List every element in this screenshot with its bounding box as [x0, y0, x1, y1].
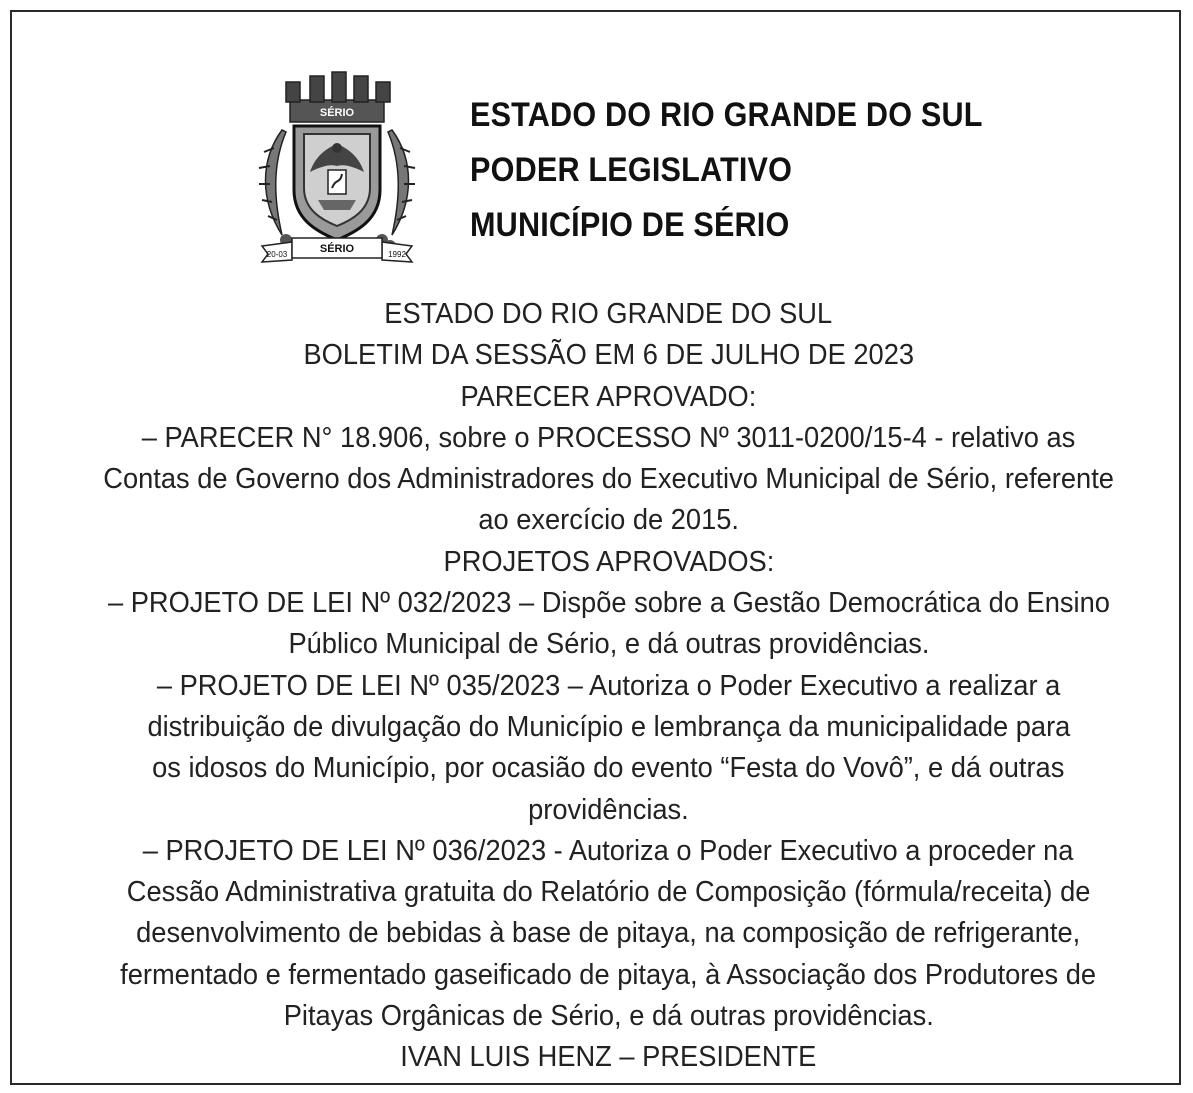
- project-036-text-line: Pitayas Orgânicas de Sério, e dá outras providências.: [283, 1000, 934, 1033]
- president-signature-line: IVAN LUIS HENZ – PRESIDENTE: [400, 1041, 817, 1074]
- project-032-text-line: – PROJETO DE LEI Nº 032/2023 – Dispõe sobre a Gestão Democrática do Ensino: [107, 587, 1110, 620]
- project-036-text-line: – PROJETO DE LEI Nº 036/2023 - Autoriza o Poder Executivo a proceder na: [143, 834, 1074, 867]
- opinion-text-line: – PARECER N° 18.906, sobre o PROCESSO Nº 3011-0200/15-4 - relativo as: [141, 421, 1076, 454]
- municipal-coat-of-arms-icon: [252, 70, 422, 264]
- opinion-text-line: Contas de Governo dos Administradores do Executivo Municipal de Sério, referente: [103, 463, 1114, 496]
- document-header: [252, 70, 1052, 270]
- project-036-text-line: fermentado e fermentado gaseificado de pitaya, à Associação dos Produtores de: [120, 958, 1097, 991]
- bulletin-session-date-line: BOLETIM DA SESSÃO EM 6 DE JULHO DE 2023: [303, 339, 914, 372]
- project-035-text-line: – PROJETO DE LEI Nº 035/2023 – Autoriza o Poder Executivo a realizar a: [156, 669, 1061, 702]
- crest-banner-text: SÉRIO: [319, 243, 355, 255]
- crest-founding-year: 1992: [388, 250, 406, 259]
- project-032-text-line: Público Municipal de Sério, e dá outras providências.: [288, 628, 929, 661]
- approved-opinion-heading: PARECER APROVADO:: [460, 380, 757, 413]
- bulletin-state-line: ESTADO DO RIO GRANDE DO SUL: [384, 298, 833, 330]
- session-bulletin-body: [34, 294, 1183, 1079]
- header-titles: [470, 88, 1040, 253]
- opinion-text-line: ao exercício de 2015.: [478, 504, 739, 537]
- crest-crown-text: SÉRIO: [319, 107, 355, 119]
- header-branch-title: PODER LEGISLATIVO: [470, 151, 793, 189]
- project-035-text-line: distribuição de divulgação do Município e lembrança da municipalidade para: [147, 710, 1070, 743]
- project-035-text-line: providências.: [528, 793, 689, 826]
- header-municipality-title: MUNICÍPIO DE SÉRIO: [470, 206, 790, 244]
- project-036-text-line: desenvolvimento de bebidas à base de pitaya, na composição de refrigerante,: [136, 917, 1081, 950]
- project-036-text-line: Cessão Administrativa gratuita do Relatório de Composição (fórmula/receita) de: [126, 876, 1091, 909]
- approved-projects-heading: PROJETOS APROVADOS:: [443, 545, 774, 578]
- project-035-text-line: os idosos do Município, por ocasião do evento “Festa do Vovô”, e dá outras: [152, 752, 1065, 785]
- header-state-title: ESTADO DO RIO GRANDE DO SUL: [470, 96, 983, 134]
- document-frame: [10, 10, 1181, 1085]
- crest-founding-date: 20-03: [266, 250, 288, 259]
